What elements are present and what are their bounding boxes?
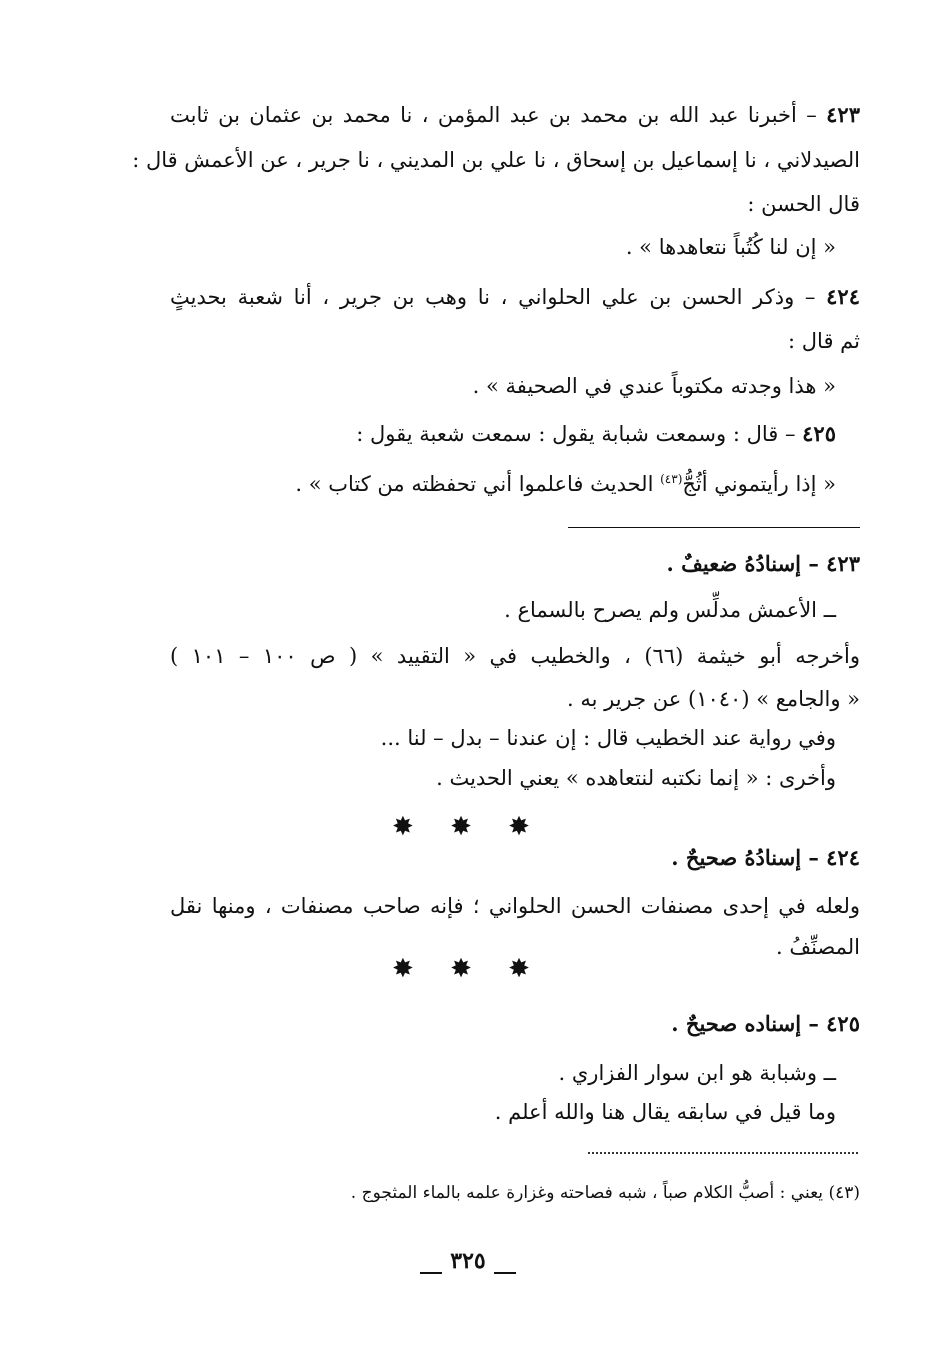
footnote-text: يعني : أصبُّ الكلام صباً ، شبه فصاحته وغزارة علمه بالماء المثجوج . bbox=[350, 1183, 824, 1203]
footnote-dotted-rule bbox=[588, 1152, 858, 1154]
hadith-425-line-1 bbox=[356, 416, 836, 452]
footnote-43 bbox=[351, 1175, 860, 1211]
hadith-number: ٤٢٥ bbox=[802, 421, 836, 446]
hadith-424-line-1 bbox=[170, 279, 860, 315]
commentary-423-heading bbox=[667, 546, 860, 582]
commentary-heading-text: – إسنادُهُ صحيحٌ . bbox=[671, 845, 819, 870]
hadith-number: ٤٢٤ bbox=[826, 284, 860, 309]
page-number-dash bbox=[494, 1272, 516, 1274]
footnote-ref: (٤٣) bbox=[660, 472, 683, 486]
commentary-heading-text: – إسنادُهُ ضعيفٌ . bbox=[666, 551, 819, 576]
hadith-number: ٤٢٣ bbox=[826, 102, 860, 127]
commentary-number: ٤٢٣ bbox=[826, 551, 860, 576]
commentary-number: ٤٢٥ bbox=[826, 1011, 860, 1036]
hadith-423-line-2: الصيدلاني ، نا إسماعيل بن إسحاق ، نا علي بن المديني ، نا جرير ، عن الأعمش قال : bbox=[132, 148, 860, 172]
commentary-423-line-3: « والجامع » (١٠٤٠) عن جرير به . bbox=[567, 687, 860, 711]
quote-part: الحديث فاعلموا أني تحفظته من كتاب » . bbox=[295, 472, 654, 496]
commentary-423-line-4: وفي رواية عند الخطيب قال : إن عندنا – بدل – لنا ... bbox=[380, 726, 836, 750]
hadith-text: – قال : وسمعت شبابة يقول : سمعت شعبة يقول : bbox=[356, 422, 796, 446]
commentary-423-line-1: ــ الأعمش مدلِّس ولم يصرح بالسماع . bbox=[504, 598, 836, 622]
section-separator-stars: ✸ ✸ ✸ bbox=[392, 812, 544, 842]
commentary-425-heading bbox=[671, 1006, 860, 1042]
hadith-423-line-1 bbox=[170, 97, 860, 133]
footnote-separator-line bbox=[568, 527, 860, 528]
commentary-424-line-1: ولعله في إحدى مصنفات الحسن الحلواني ؛ فإنه صاحب مصنفات ، ومنها نقل bbox=[170, 894, 860, 918]
commentary-425-line-2: وما قيل في سابقه يقال هنا والله أعلم . bbox=[494, 1100, 836, 1124]
page-number-dash bbox=[420, 1272, 442, 1274]
commentary-425-line-1: ــ وشبابة هو ابن سوار الفزاري . bbox=[558, 1061, 836, 1085]
page-number-value: ٣٢٥ bbox=[450, 1248, 486, 1274]
commentary-heading-text: – إسناده صحيحٌ . bbox=[671, 1011, 819, 1036]
hadith-423-line-3: قال الحسن : bbox=[747, 192, 860, 216]
quote-part: « إذا رأيتموني أثُجُّ bbox=[682, 472, 836, 496]
hadith-423-quote: « إن لنا كُتُباً نتعاهدها » . bbox=[625, 235, 836, 259]
hadith-424-line-2: ثم قال : bbox=[788, 329, 860, 353]
page-number bbox=[0, 1248, 936, 1274]
commentary-424-heading bbox=[671, 840, 860, 876]
commentary-number: ٤٢٤ bbox=[826, 845, 860, 870]
hadith-425-quote bbox=[295, 461, 836, 497]
hadith-text: – وذكر الحسن بن علي الحلواني ، نا وهب بن جرير ، أنا شعبة بحديثٍ bbox=[170, 285, 816, 309]
footnote-number: (٤٣) bbox=[828, 1183, 860, 1203]
hadith-text: – أخبرنا عبد الله بن محمد بن عبد المؤمن ، نا محمد بن عثمان بن ثابت bbox=[170, 103, 817, 127]
commentary-423-line-2: وأخرجه أبو خيثمة (٦٦) ، والخطيب في « التقييد » ( ص ١٠٠ – ١٠١ ) bbox=[170, 644, 860, 668]
commentary-424-line-2: المصنِّفُ . bbox=[775, 935, 860, 959]
section-separator-stars: ✸ ✸ ✸ bbox=[392, 954, 544, 984]
hadith-424-quote: « هذا وجدته مكتوباً عندي في الصحيفة » . bbox=[472, 374, 836, 398]
commentary-423-line-5: وأخرى : « إنما نكتبه لنتعاهده » يعني الحديث . bbox=[436, 766, 836, 790]
